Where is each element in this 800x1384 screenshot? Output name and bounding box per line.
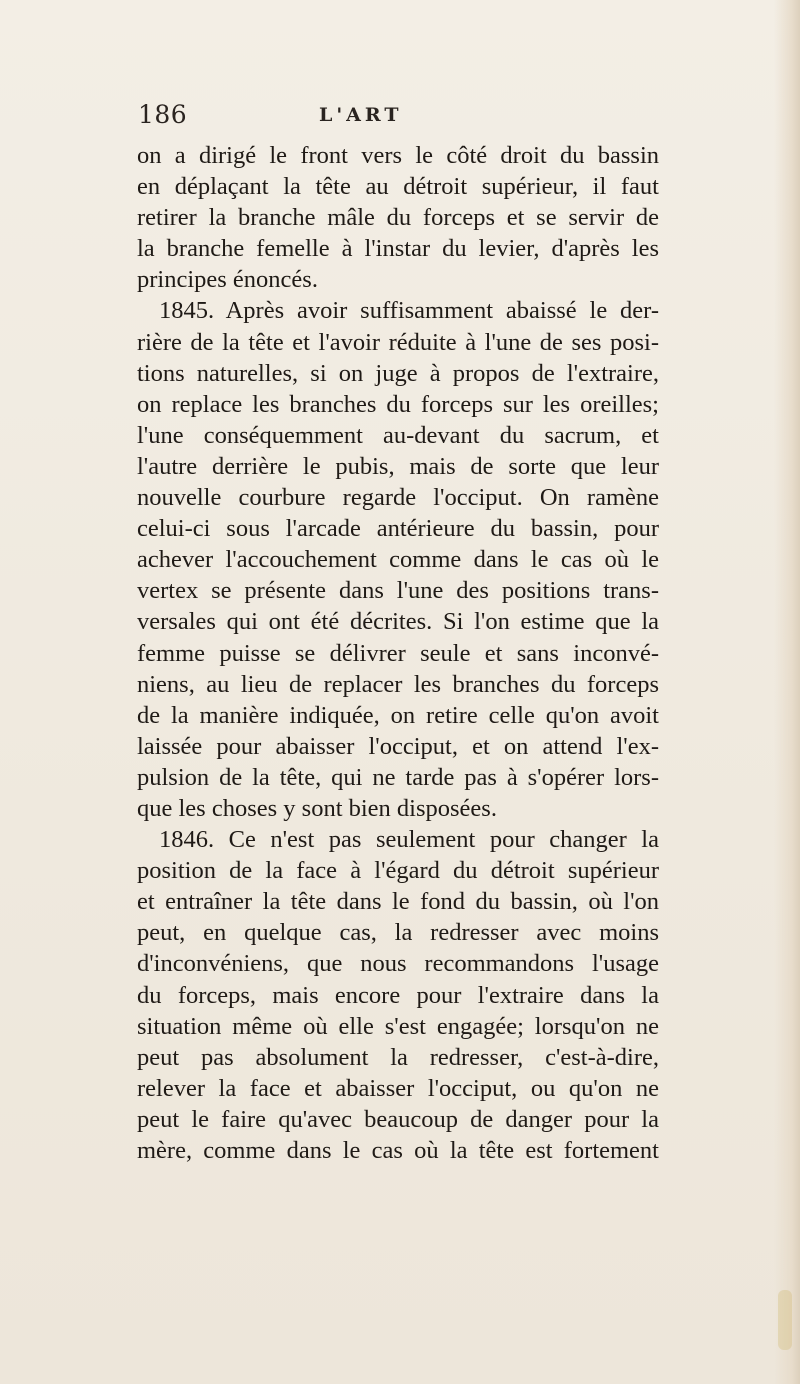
text-line: d'inconvéniens, que nous recommandons l'usage (137, 950, 659, 978)
text-line: achever l'accouchement comme dans le cas où le (137, 546, 659, 574)
text-line: celui-ci sous l'arcade antérieure du bassin, pour (137, 515, 659, 543)
text-line: peut le faire qu'avec beaucoup de danger pour la (137, 1105, 659, 1133)
text-line: retirer la branche mâle du forceps et se servir de (137, 204, 659, 232)
text-line: versales qui ont été décrites. Si l'on estime que la (137, 608, 659, 636)
text-line: de la manière indiquée, on retire celle qu'on avoit (137, 701, 659, 729)
text-line: mère, comme dans le cas où la tête est fortement (137, 1137, 659, 1164)
text-line: peut, en quelque cas, la redresser avec moins (137, 919, 659, 947)
text-line: l'une conséquemment au-devant du sacrum, et (137, 421, 659, 449)
text-line: pulsion de la tête, qui ne tarde pas à s'opérer lors- (137, 763, 659, 791)
text-line: principes énoncés. (137, 266, 318, 294)
text-line: en déplaçant la tête au détroit supérieur, il faut (137, 173, 659, 201)
text-line: on a dirigé le front vers le côté droit du bassin (137, 142, 659, 169)
text-line: nouvelle courbure regarde l'occiput. On ramène (137, 484, 659, 512)
body-text (137, 140, 659, 1166)
running-head (138, 100, 638, 140)
text-line: et entraîner la tête dans le fond du bassin, où l'on (137, 888, 659, 916)
text-line: tions naturelles, si on juge à propos de l'extraire, (137, 359, 659, 387)
paragraph-start-1845: 1845. Après avoir suffisamment abaissé le der- (159, 297, 659, 325)
page-number: 186 (138, 100, 188, 129)
running-title: L'ART (319, 104, 403, 126)
text-line: femme puisse se délivrer seule et sans inconvé- (137, 639, 659, 667)
text-line: on replace les branches du forceps sur les oreilles; (137, 390, 659, 418)
text-line: du forceps, mais encore pour l'extraire dans la (137, 981, 659, 1009)
text-line: peut pas absolument la redresser, c'est-à-dire, (137, 1043, 659, 1071)
text-line: que les choses y sont bien disposées. (137, 794, 497, 822)
text-line: niens, au lieu de replacer les branches du forceps (137, 670, 659, 698)
text-line: la branche femelle à l'instar du levier, d'après les (137, 235, 659, 263)
text-line: l'autre derrière le pubis, mais de sorte que leur (137, 452, 659, 480)
text-line: relever la face et abaisser l'occiput, ou qu'on ne (137, 1074, 659, 1102)
text-line: vertex se présente dans l'une des positions trans- (137, 577, 659, 605)
text-line: laissée pour abaisser l'occiput, et on attend l'ex- (137, 732, 659, 760)
text-line: situation même où elle s'est engagée; lorsqu'on ne (137, 1012, 659, 1040)
paragraph-start-1846: 1846. Ce n'est pas seulement pour changer la (159, 826, 659, 854)
text-line: rière de la tête et l'avoir réduite à l'une de ses posi- (137, 328, 659, 356)
page-edge-shadow (774, 0, 800, 1384)
text-line: position de la face à l'égard du détroit supérieur (137, 857, 659, 885)
paper-stain (778, 1290, 792, 1350)
